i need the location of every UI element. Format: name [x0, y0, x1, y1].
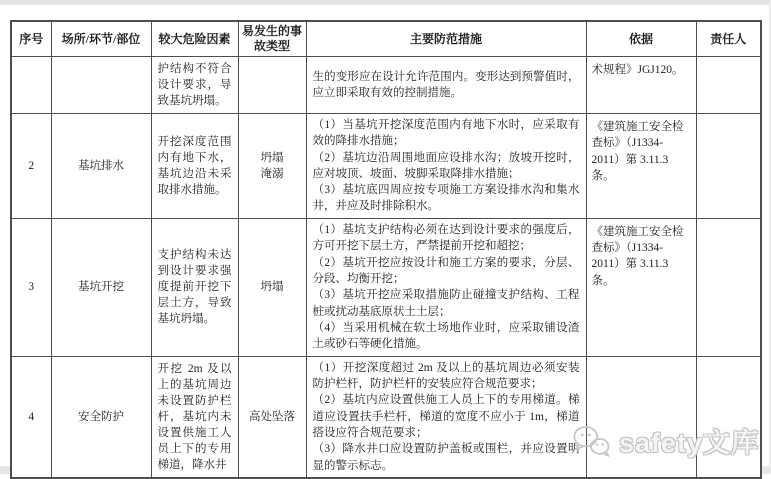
cell-accident-type-line: 高处坠落 — [249, 410, 295, 423]
page-top-border — [0, 0, 771, 5]
cell-no — [11, 57, 51, 114]
cell-measures-line: （2）基坑内应设置供施工人员上下的专用梯道。梯道应设置扶手栏杆，梯道的宽度不应小于 1m，梯道搭设应符合规范要求； — [312, 394, 580, 439]
wechat-icon — [570, 423, 612, 459]
cell-accident-type-line: 淹溺 — [260, 167, 284, 180]
cell-measures-line: （2）基坑开挖应按设计和施工方案的要求，分层、分段、均衡开挖； — [312, 256, 580, 285]
cell-hazard: 支护结构未达到设计要求强度提前开挖下层土方，导致基坑坍塌。 — [151, 218, 238, 356]
cell-measures-line: （1）开挖深度超过 2m 及以上的基坑周边必须安装防护栏杆，防护栏杆的安装应符合规范要求； — [312, 361, 580, 391]
cell-measures-line: （1）当基坑开挖深度范围内有地下水时，应采取有效的降排水措施； — [312, 119, 580, 148]
col-header-responsible: 责任人 — [696, 21, 761, 57]
cell-measures-line: （1）基坑支护结构必须在达到设计要求的强度后，方可开挖下层土方，严禁提前开挖和超挖； — [312, 224, 580, 253]
cell-accident-type — [238, 218, 306, 356]
cell-basis: 《建筑施工安全检查标》（J1334-2011）第 3.11.3 条。 — [586, 218, 696, 356]
cell-accident-type-line: 坍塌 — [260, 281, 284, 294]
cell-basis: 术规程》JGJ120。 — [586, 57, 696, 114]
cell-measures — [306, 57, 586, 114]
cell-no: 3 — [11, 218, 51, 356]
col-header-location: 场所/环节/部位 — [51, 21, 151, 57]
cell-measures-line: 生的变形应在设计允许范围内。变形达到预警值时，应立即采取有效的控制措施。 — [312, 70, 580, 99]
table-row — [11, 57, 761, 114]
cell-accident-type — [238, 57, 306, 114]
cell-hazard: 护结构不符合设计要求，导致基坑坍塌。 — [151, 57, 238, 114]
cell-responsible — [696, 114, 761, 219]
cell-accident-type-line: 坍塌 — [260, 151, 284, 164]
col-header-no: 序号 — [11, 21, 51, 57]
risk-table — [10, 20, 762, 479]
cell-location: 安全防护 — [51, 356, 151, 478]
cell-accident-type — [238, 114, 306, 219]
cell-measures-line: （2）基坑边沿周围地面应设排水沟；放坡开挖时，应对坡顶、坡面、坡脚采取降排水措施； — [312, 151, 580, 180]
table-row — [11, 114, 761, 219]
cell-location: 基坑排水 — [51, 114, 151, 219]
table-row — [11, 218, 761, 356]
cell-no: 4 — [11, 356, 51, 478]
cell-measures — [306, 356, 586, 478]
cell-location: 基坑开挖 — [51, 218, 151, 356]
cell-measures-line: （3）降水井口应设置防护盖板或围栏，并应设置明显的警示标志。 — [312, 443, 580, 472]
cell-no: 2 — [11, 114, 51, 219]
cell-location — [51, 57, 151, 114]
cell-hazard: 开挖深度范围内有地下水，基坑边沿未采取排水措施。 — [151, 114, 238, 219]
col-header-accident-type: 易发生的事故类型 — [238, 21, 306, 57]
col-header-measures: 主要防范措施 — [306, 21, 586, 57]
cell-basis: 《建筑施工安全检查标》（J1334-2011）第 3.11.3 条。 — [586, 114, 696, 219]
cell-hazard: 开挖 2m 及以上的基坑周边未设置防护栏杆，基坑内未设置供施工人员上下的专用梯道，降水井 — [151, 356, 238, 478]
col-header-hazard: 较大危险因素 — [151, 21, 238, 57]
cell-measures-line: （3）基坑开挖应采取措施防止碰撞支护结构、工程桩或扰动基底原状土土层； — [312, 289, 580, 318]
watermark — [570, 421, 759, 460]
cell-accident-type — [238, 356, 306, 478]
watermark-text: safety文库 — [618, 428, 759, 458]
header-row — [11, 21, 761, 57]
cell-measures-line: （3）基坑底四周应按专项施工方案设排水沟和集水井，并应及时排除积水。 — [312, 184, 580, 213]
cell-measures — [306, 114, 586, 219]
col-header-basis: 依据 — [586, 21, 696, 57]
cell-responsible — [696, 57, 761, 114]
cell-measures-line: （4）当采用机械在软土场地作业时，应采取铺设渣土或砂石等硬化措施。 — [312, 321, 580, 351]
cell-measures — [306, 218, 586, 356]
cell-responsible — [696, 218, 761, 356]
